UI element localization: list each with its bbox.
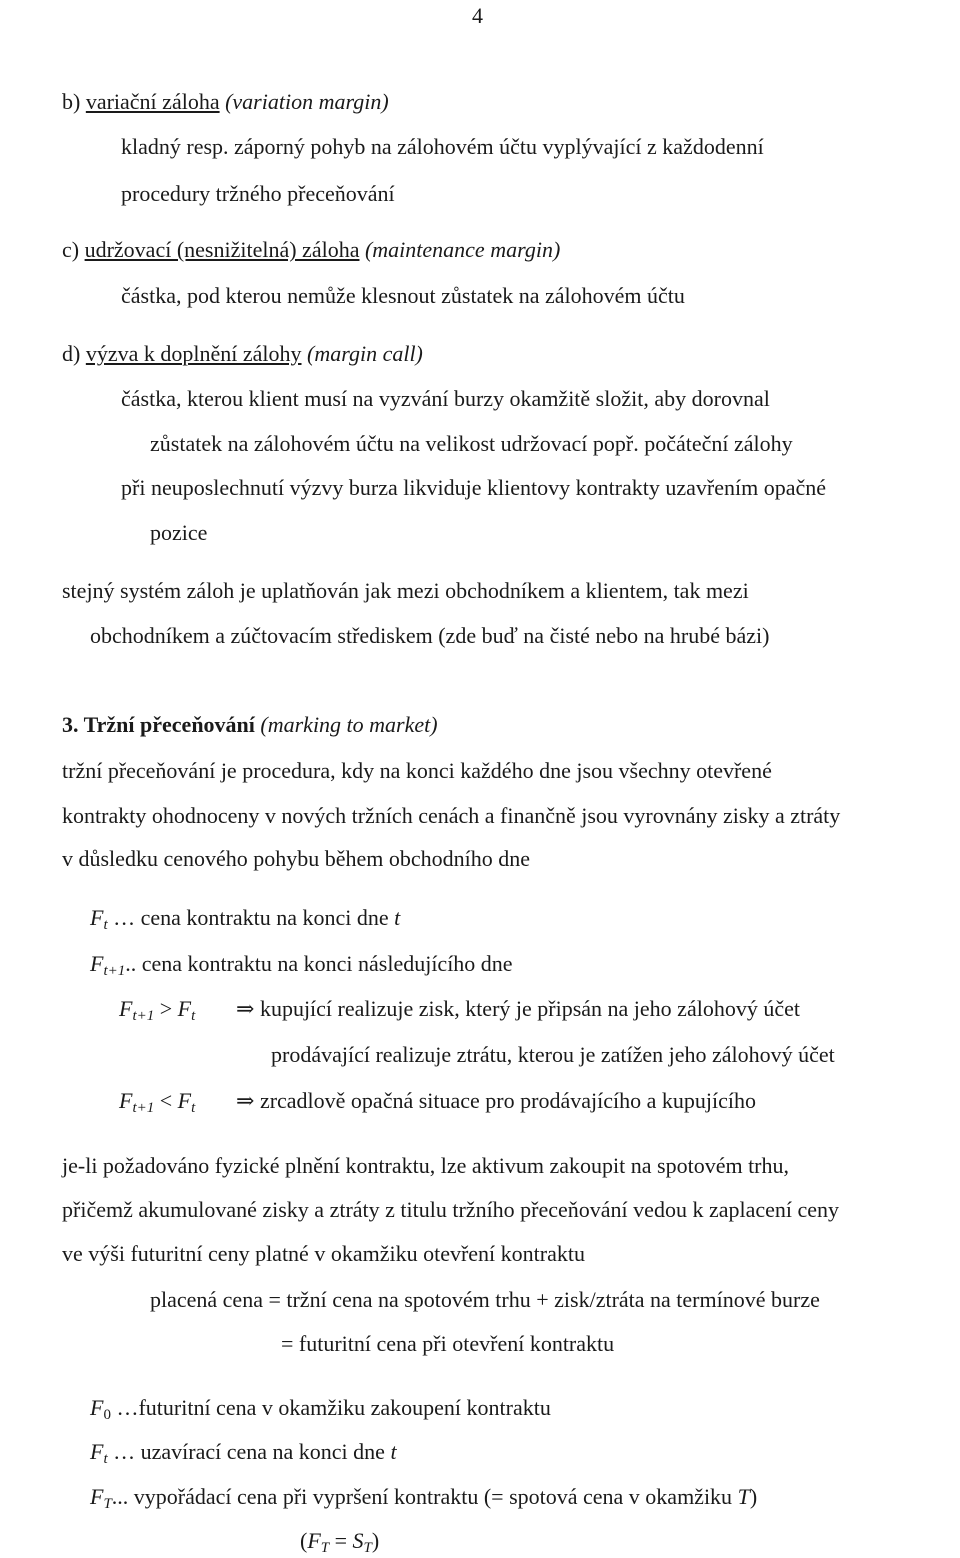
item-c-en: (maintenance margin) (364, 237, 561, 262)
eq-s: S (352, 1528, 364, 1553)
rule-lt-result (236, 1087, 756, 1115)
physical-line-1: je-li požadováno fyzické plnění kontraktu, lze aktivum zakoupit na spotovém trhu, (62, 1153, 790, 1178)
def-ft1-text: .. cena kontraktu na konci následujícího dne (125, 951, 513, 976)
rule-lt-sub1: t+1 (132, 1100, 155, 1116)
def-fT (90, 1483, 757, 1514)
section-3-heading (62, 711, 438, 739)
section-3-title: 3. Tržní přeceňování (62, 712, 255, 737)
page-number: 4 (472, 3, 483, 28)
rule-lt-f1: F (119, 1088, 133, 1113)
eq-s-sub: T (363, 1540, 372, 1556)
rule-gt (119, 995, 195, 1026)
rule-gt-f2: F (177, 996, 192, 1021)
rule-gt-line-2: prodávající realizuje ztrátu, kterou je zatížen jeho zálohový účet (271, 1042, 835, 1067)
def-fT-text: ... vypořádací cena při vypršení kontraktu (= spotová cena v okamžiku (111, 1484, 738, 1509)
def-ft-text: … cena kontraktu na konci dne (107, 905, 395, 930)
item-c-term: udržovací (nesnižitelná) záloha (84, 237, 360, 262)
rule-lt-f2: F (177, 1088, 192, 1113)
def-ft-t: t (394, 905, 401, 930)
price-line-1: placená cena = tržní cena na spotovém trhu + zisk/ztráta na termínové burze (150, 1287, 820, 1312)
def-ftc-sub: t (103, 1451, 108, 1467)
rule-lt-op: < (154, 1088, 178, 1113)
section-3-line-3: v důsledku cenového pohybu během obchodního dne (62, 846, 531, 871)
item-d-line-2: zůstatek na zálohovém účtu na velikost udržovací popř. počáteční zálohy (150, 431, 793, 456)
item-d-line-3: při neuposlechnutí výzvy burza likviduje klientovy kontrakty uzavřením opačné (121, 475, 827, 500)
eq-close: ) (371, 1528, 380, 1553)
def-ft-sub: t (103, 917, 108, 933)
physical-line-2: přičemž akumulované zisky a ztráty z titulu tržního přeceňování vedou k zaplacení ceny (62, 1197, 840, 1222)
def-ft-close (90, 1438, 397, 1469)
rule-gt-sub2: t (191, 1008, 196, 1024)
item-d-term: výzva k doplnění zálohy (85, 341, 302, 366)
rule-lt (119, 1087, 195, 1118)
item-b-en: (variation margin) (225, 89, 389, 114)
physical-line-3: ve výši futuritní ceny platné v okamžiku otevření kontraktu (62, 1241, 585, 1266)
eq-f-sub: T (320, 1540, 330, 1556)
item-b-term: variační záloha (85, 89, 220, 114)
eq-open: ( (300, 1528, 308, 1553)
rule-gt-sub1: t+1 (132, 1008, 155, 1024)
eq-f: F (307, 1528, 321, 1553)
def-ft1-symbol: F (90, 951, 104, 976)
rule-lt-line: zrcadlově opačná situace pro prodávajícího a kupujícího (259, 1088, 756, 1113)
def-ft1 (90, 950, 513, 981)
def-ftc-text: … uzavírací cena na konci dne (107, 1439, 391, 1464)
rule-gt-result (236, 995, 800, 1023)
eq-equals: = (329, 1528, 353, 1553)
implies-arrow-icon: ⇒ (236, 1088, 255, 1113)
equation-ft-st (300, 1527, 379, 1558)
item-c-heading (62, 236, 560, 264)
item-d-en: (margin call) (307, 341, 423, 366)
def-fT-symbol: F (90, 1484, 104, 1509)
def-f0-text: …futuritní cena v okamžiku zakoupení kontraktu (110, 1395, 551, 1420)
item-b-heading (62, 88, 389, 116)
section-3-line-2: kontrakty ohodnoceny v nových tržních cenách a finančně jsou vyrovnány zisky a ztráty (62, 803, 841, 828)
def-ft (90, 904, 400, 935)
implies-arrow-icon: ⇒ (236, 996, 255, 1021)
item-d-line-1: částka, kterou klient musí na vyzvání burzy okamžitě složit, aby dorovnal (121, 386, 770, 411)
item-d-prefix: d) (62, 341, 86, 366)
def-ft-symbol: F (90, 905, 104, 930)
def-fT-sub: T (103, 1496, 112, 1512)
def-fT-close: ) (749, 1484, 758, 1509)
item-d-line-4: pozice (150, 520, 208, 545)
def-f0-sub: 0 (103, 1407, 111, 1423)
item-d-heading (62, 340, 423, 368)
def-ftc-symbol: F (90, 1439, 104, 1464)
def-ftc-t: t (390, 1439, 397, 1464)
section-3-line-1: tržní přeceňování je procedura, kdy na konci každého dne jsou všechny otevřené (62, 758, 772, 783)
rule-gt-f1: F (119, 996, 133, 1021)
def-f0-symbol: F (90, 1395, 104, 1420)
item-b-prefix: b) (62, 89, 86, 114)
item-b-line-1: kladný resp. záporný pohyb na zálohovém účtu vyplývající z každodenní (121, 134, 764, 159)
item-c-line: částka, pod kterou nemůže klesnout zůstatek na zálohovém účtu (121, 283, 685, 308)
section-3-en: (marking to market) (260, 712, 438, 737)
rule-lt-sub2: t (191, 1100, 196, 1116)
system-line-1: stejný systém záloh je uplatňován jak mezi obchodníkem a klientem, tak mezi (62, 578, 749, 603)
rule-gt-line-1: kupující realizuje zisk, který je připsán na jeho zálohový účet (259, 996, 800, 1021)
item-b-line-2: procedury tržného přeceňování (121, 181, 395, 206)
def-ft1-sub: t+1 (103, 963, 126, 979)
rule-gt-op: > (154, 996, 178, 1021)
system-line-2: obchodníkem a zúčtovacím střediskem (zde buď na čisté nebo na hrubé bázi) (90, 623, 770, 648)
item-c-prefix: c) (62, 237, 85, 262)
price-line-2: = futuritní cena při otevření kontraktu (281, 1331, 615, 1356)
def-fT-T: T (737, 1484, 750, 1509)
def-f0 (90, 1394, 551, 1425)
